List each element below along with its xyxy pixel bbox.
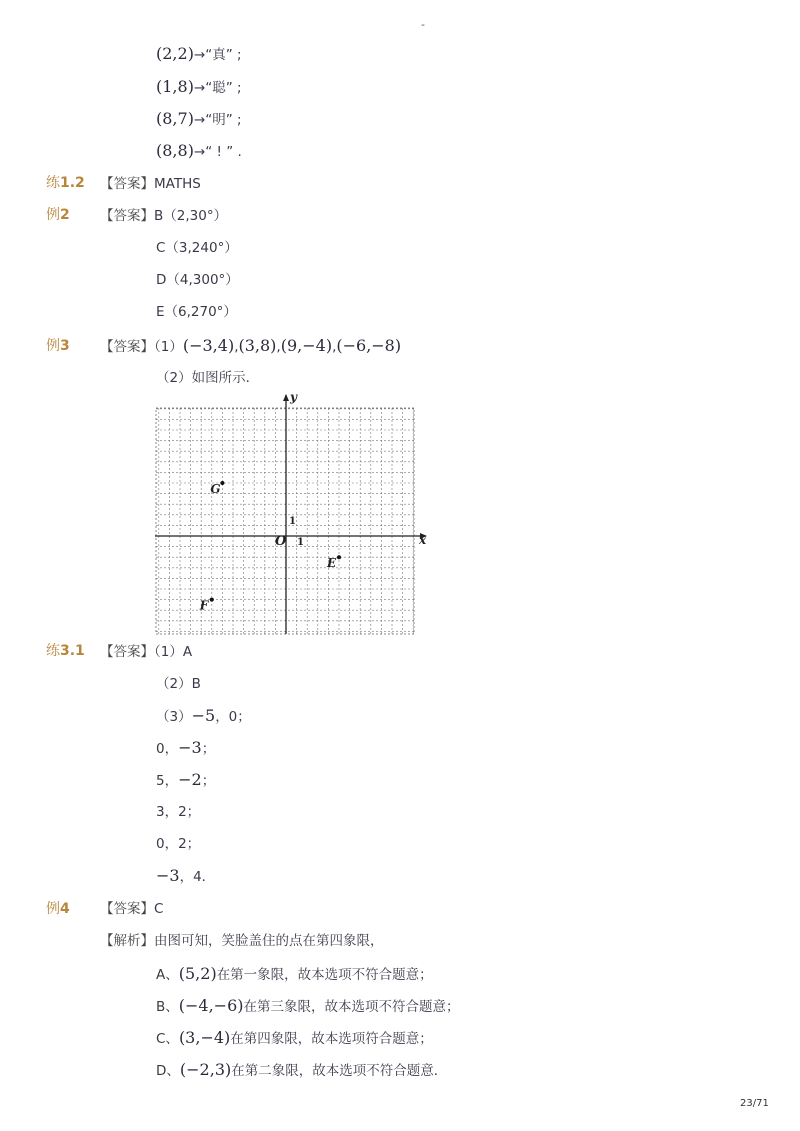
- point-e: [337, 555, 341, 559]
- answer-line: [100, 175, 201, 193]
- answer-tag: 【答案】: [100, 901, 154, 917]
- point-label-f: F: [199, 598, 209, 613]
- point-label-g: G: [210, 482, 221, 496]
- part-label: （1）: [154, 339, 183, 355]
- y-unit-label: 1: [289, 516, 296, 527]
- answer-tag: 【答案】: [100, 644, 154, 660]
- coordinate: (−3,4): [182, 336, 235, 355]
- coordinate: (3,8): [238, 336, 277, 355]
- answer-line: −3，4．: [156, 866, 216, 885]
- arrow: →: [193, 80, 206, 96]
- grid-border: [156, 408, 414, 634]
- section-label-li-3: 例3: [46, 338, 70, 354]
- section-label-li-4: 例4: [46, 901, 70, 917]
- coordinate: (3,−4): [178, 1028, 231, 1047]
- answer-tag: 【答案】: [100, 339, 154, 355]
- list-item: [156, 110, 242, 129]
- coordinate: (−2,3): [179, 1060, 232, 1079]
- option-line: B、(−4,−6)在第三象限，故本选项不符合题意；: [156, 996, 460, 1015]
- answer-text: B（2,30°）: [154, 208, 228, 224]
- coordinate: (9,−4): [280, 336, 333, 355]
- answer-line: 0，2；: [156, 836, 201, 852]
- answer-line: （3）−5，0；: [156, 706, 251, 725]
- section-label-lian-3-1: 练3.1: [46, 643, 85, 659]
- answer-line: C（3,240°）: [156, 240, 238, 256]
- separator: ,: [276, 339, 281, 355]
- option-line: D、(−2,3)在第二象限，故本选项不符合题意．: [156, 1060, 448, 1079]
- answer-line: E（6,270°）: [156, 304, 237, 320]
- y-axis-arrow-icon: [283, 394, 289, 401]
- list-item: [156, 78, 242, 97]
- point-f: [210, 598, 214, 602]
- analysis-line: [100, 932, 384, 950]
- answer-line: 【答案】（1）A: [100, 644, 193, 660]
- coordinate: (2,2): [156, 44, 194, 63]
- x-axis-label: x: [419, 533, 427, 547]
- option-line: A、(5,2)在第一象限，故本选项不符合题意；: [156, 964, 433, 983]
- math-value: −5: [191, 706, 216, 725]
- list-item: [156, 45, 242, 64]
- y-axis-label: y: [290, 392, 297, 404]
- item-text: “ ! ” .: [205, 144, 242, 160]
- answer-tag: 【答案】: [100, 208, 154, 224]
- analysis-text: 由图可知，笑脸盖住的点在第四象限，: [154, 933, 384, 949]
- coordinate-figure: [150, 392, 435, 638]
- arrow: →: [193, 144, 206, 160]
- separator: ,: [234, 339, 239, 355]
- coordinate: (1,8): [156, 77, 194, 96]
- list-item: [156, 142, 242, 161]
- math-value: −3: [178, 738, 202, 757]
- coordinate: (−6,−8): [336, 336, 402, 355]
- answer-line: [100, 900, 163, 918]
- coordinate: (8,7): [156, 109, 194, 128]
- page-number: 23/71: [740, 1098, 769, 1109]
- option-line: C、(3,−4)在第四象限，故本选项符合题意；: [156, 1028, 433, 1047]
- separator: ,: [332, 339, 337, 355]
- answer-text: MATHS: [154, 176, 201, 192]
- section-label-li-2: 例2: [46, 207, 70, 223]
- answer-line: 0，−3；: [156, 738, 216, 757]
- arrow: →: [193, 47, 206, 63]
- math-value: −3: [156, 866, 180, 885]
- answer-line: （2）如图所示．: [156, 370, 260, 386]
- header-mark: -: [421, 18, 425, 31]
- coordinate: (8,8): [156, 141, 194, 160]
- answer-line: D（4,300°）: [156, 272, 239, 288]
- answer-line: [100, 337, 401, 356]
- coordinate: (−4,−6): [178, 996, 244, 1015]
- answer-line: 3，2；: [156, 804, 201, 820]
- answer-line: [100, 207, 227, 225]
- grid: [156, 408, 414, 634]
- answer-tag: 【答案】: [100, 176, 154, 192]
- math-value: −2: [178, 770, 202, 789]
- origin-label: O: [275, 534, 287, 549]
- item-text: “聪” ;: [205, 80, 242, 96]
- item-text: “明” ;: [205, 112, 242, 128]
- point-label-e: E: [327, 556, 337, 571]
- analysis-tag: 【解析】: [100, 933, 154, 949]
- section-label-lian-1-2: 练1.2: [46, 175, 85, 191]
- item-text: “真” ;: [205, 47, 242, 63]
- answer-line: 5，−2；: [156, 770, 216, 789]
- x-unit-label: 1: [297, 537, 304, 548]
- point-g: [220, 481, 224, 485]
- answer-text: C: [154, 901, 164, 917]
- coordinate: (5,2): [178, 964, 217, 983]
- arrow: →: [193, 112, 206, 128]
- answer-line: （2）B: [156, 676, 201, 692]
